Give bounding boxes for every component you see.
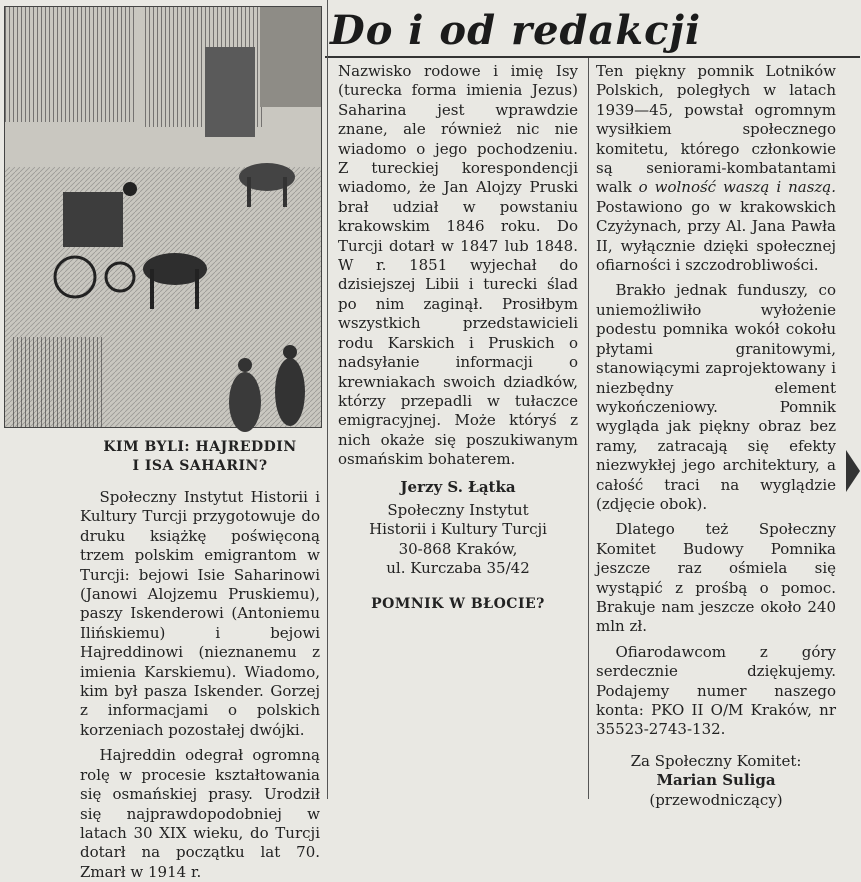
article1-author: Jerzy S. Łątka: [400, 477, 516, 496]
section-title: Do i od redakcji: [330, 7, 702, 54]
continue-arrow-icon: [846, 450, 860, 492]
historical-engraving: [4, 6, 322, 428]
article1-address-line4: ul. Kurczaba 35/42: [386, 559, 530, 578]
article2-p1-rest: Postawiono go w krakowskich Czyżynach, przy Al. Jana Pawła II, wyłącznie dzięki społecznej ofiarności i szczodrobliwości.: [596, 197, 836, 275]
article1-paragraph-3: Nazwisko rodowe i imię Isy (turecka forma imienia Jezus) Saharina jest wprawdzie znane, ale również nic nie wiadomo o jego pochodzeniu. Z tureckiej korespondencji wiadomo, że Jan Alojzy Pruski brał udział w powstaniu krakowskim 1846 roku. Do Turcji dotarł w 1847 lub 1848. W r. 1851 wyjechał do dzisiejszej Libii i turecki ślad po nim zaginął. Prosiłbym wszystkich przedstawicieli rodu Karskich i Pruskich o nadsyłanie informacji o krewniakach swoich dziadków, którzy przepadli w tułaczce emigracyjnej. Może któryś z nich okaże się poszukiwanym osmańskim bohaterem.: [338, 62, 578, 469]
article2-paragraph-2: Brakło jednak funduszy, co uniemożliwiło wyłożenie podestu pomnika wokół cokołu płytami granitowymi, stanowiącymi zaprojektowany i niezbędny element wykończeniowy. Pomnik wygląda jak piękny obraz bez ramy, zatracają się efekty niezwykłej jego architektury, a całość traci na wyglądzie (zdjęcie obok).: [596, 281, 836, 513]
signature-name: Marian Suliga: [656, 771, 776, 790]
article2-paragraph-1: [596, 62, 836, 275]
article1-address-line1: Społeczny Instytut: [387, 500, 529, 519]
article1-address-line2: Historii i Kultury Turcji: [369, 520, 547, 539]
article1-paragraph-2: Hajreddin odegrał ogromną rolę w procesie kształtowania się osmańskiej prasy. Urodził się najprawdopodobniej w latach 30 XIX wieku, do Turcji dotarł na początku lat 70. Zmarł w 1914 r.: [80, 746, 320, 881]
article2-paragraph-4: Ofiarodawcom z góry serdecznie dziękujemy. Podajemy numer naszego konta: PKO II O/M Kraków, nr 35523-2743-132.: [596, 642, 836, 739]
article2-heading: POMNIK W BŁOCIE?: [371, 595, 545, 612]
column-rule-1: [327, 0, 328, 799]
article2-p1-italic: o wolność waszą i naszą.: [638, 178, 837, 197]
article2-paragraph-3: Dlatego też Społeczny Komitet Budowy Pomnika jeszcze raz ośmiela się wystąpić z prośbą o pomoc. Brakuje nam jeszcze około 240 mln zł.: [596, 520, 836, 636]
masthead-rule: [325, 56, 860, 58]
signature-line: Za Społeczny Komitet:: [630, 751, 802, 770]
column-1-text: [80, 488, 320, 881]
article1-address-line3: 30-868 Kraków,: [398, 539, 518, 558]
column-1: [80, 438, 320, 477]
article1-paragraph-1: Społeczny Instytut Historii i Kultury Turcji przygotowuje do druku książkę poświęconą trzem polskim emigrantom w Turcji: bejowi Isie Saharinowi (Janowi Alojzemu Pruskiemu), paszy Iskenderowi (Antoniemu Ilińskiemu) i bejowi Hajreddinowi (nieznanemu z imienia Karskiemu). Wiadomo, kim był pasza Iskender. Gorzej z informacjami o polskich korzeniach pozostałej dwójki.: [80, 488, 320, 739]
article2-p1-text: Ten piękny pomnik Lotników Polskich, poległych w latach 1939—45, powstał ogromnym wysiłkiem społecznego komitetu, którego członkowie są seniorami-kombatantami walk: [596, 62, 836, 197]
column-2: [338, 62, 578, 614]
article1-heading-line1: KIM BYLI: HAJREDDIN: [103, 439, 297, 455]
engraving-drawing: [5, 7, 321, 427]
column-3: [596, 62, 836, 810]
signature-role: (przewodniczący): [649, 790, 783, 809]
article1-heading-line2: I ISA SAHARIN?: [132, 458, 268, 475]
column-rule-2: [588, 58, 589, 799]
